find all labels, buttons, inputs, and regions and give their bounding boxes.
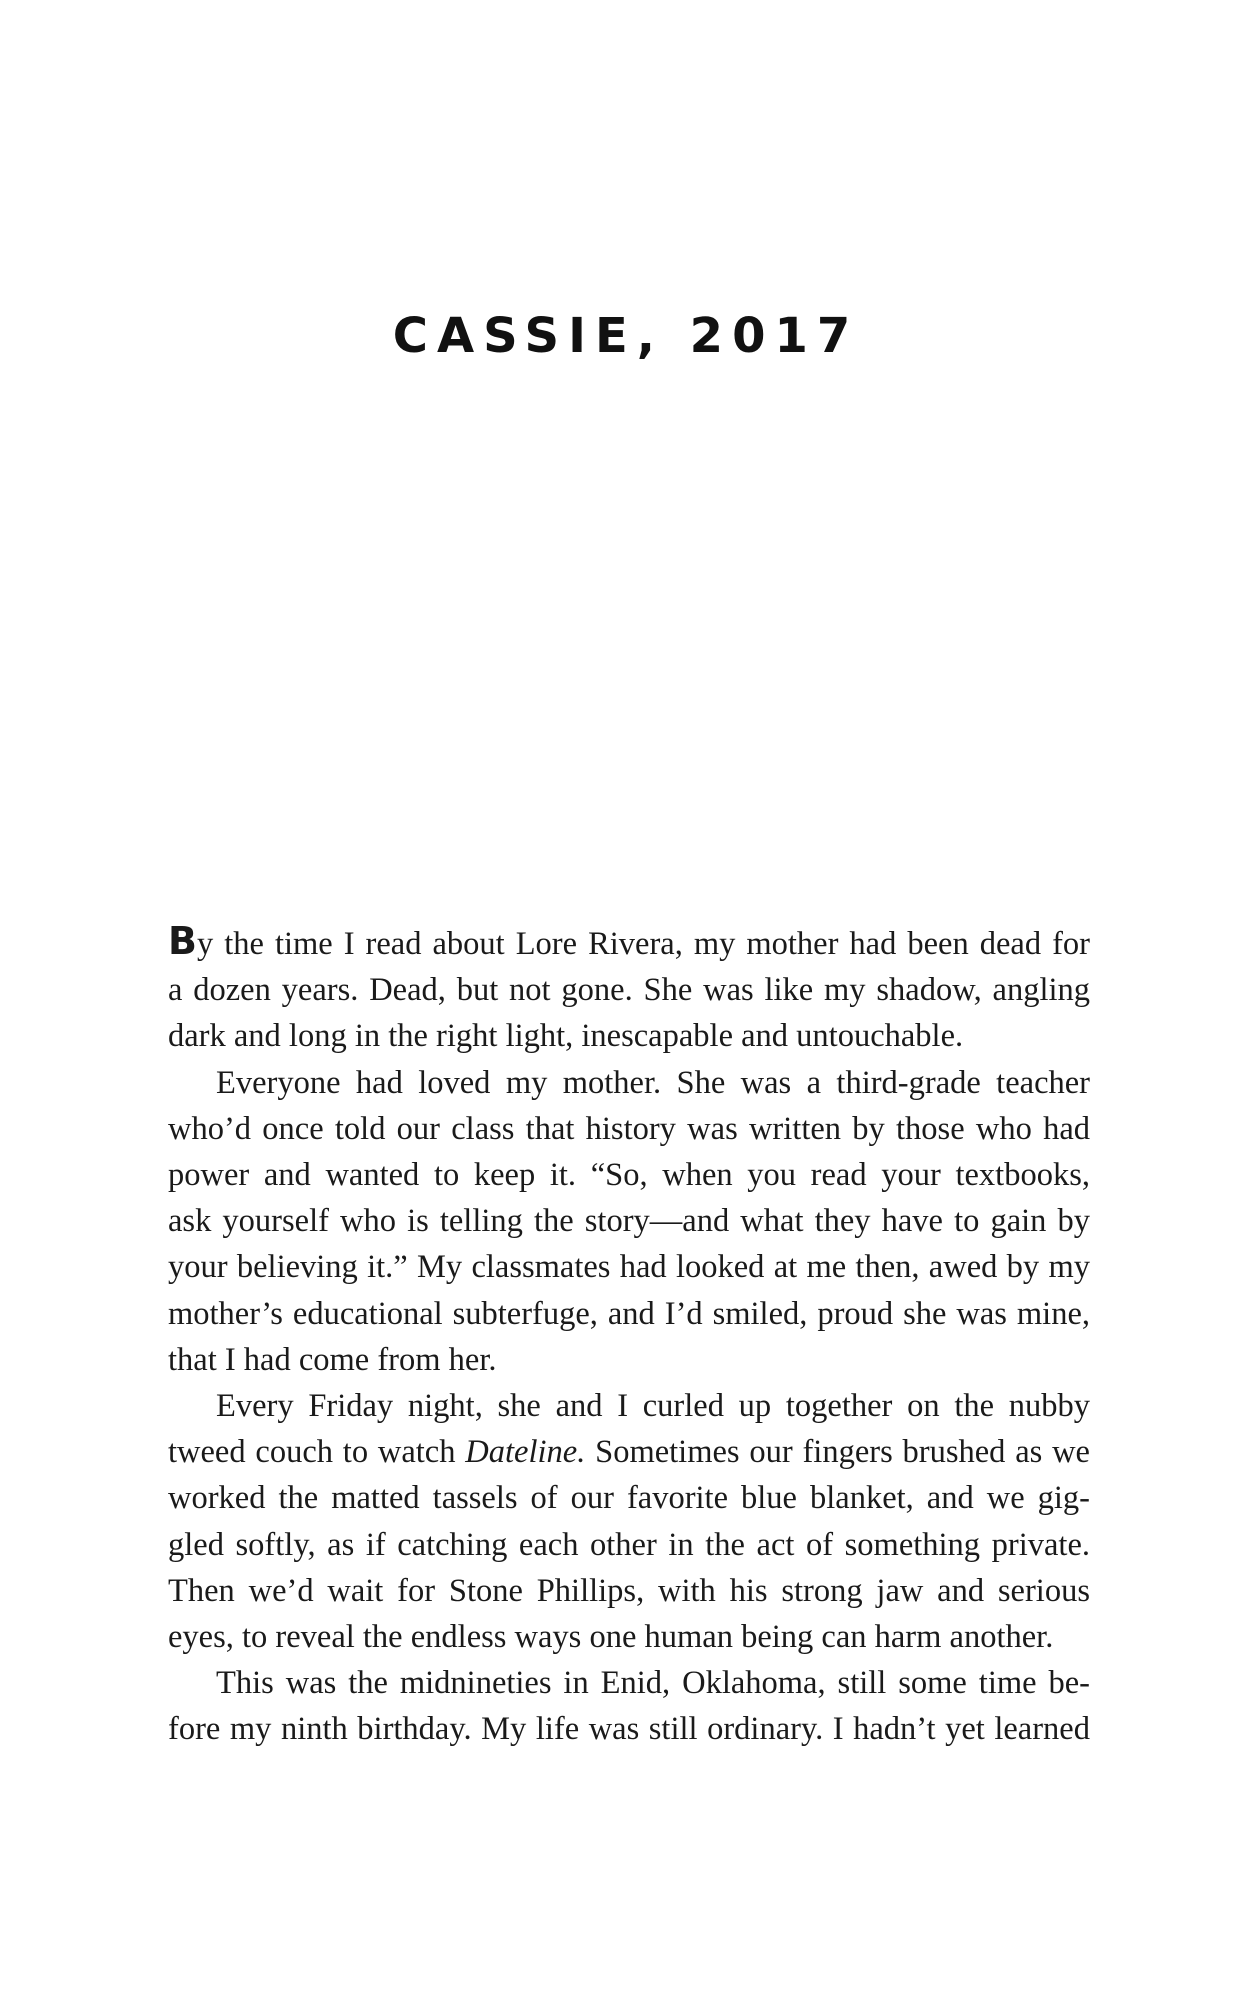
text-line: mother’s educational subterfuge, and I’d smiled, proud she was mine, xyxy=(168,1295,1090,1332)
text-line: gled softly, as if catching each other in the act of something private. xyxy=(168,1526,1090,1563)
text-line: Then we’d wait for Stone Phillips, with his strong jaw and serious xyxy=(168,1572,1090,1609)
text-line: tweed couch to watch Dateline. Sometimes our fingers brushed as we xyxy=(168,1434,1090,1471)
text-line: power and wanted to keep it. “So, when you read your textbooks, xyxy=(168,1157,1090,1194)
text-line: worked the matted tassels of our favorite blue blanket, and we gig- xyxy=(168,1480,1090,1517)
text-line: a dozen years. Dead, but not gone. She was like my shadow, angling xyxy=(168,972,1090,1009)
text-line: ask yourself who is telling the story—and what they have to gain by xyxy=(168,1203,1090,1240)
text-line: eyes, to reveal the endless ways one human being can harm another. xyxy=(168,1619,1054,1656)
text-line: By the time I read about Lore Rivera, my mother had been dead for xyxy=(168,919,1090,963)
text-line: that I had come from her. xyxy=(168,1341,497,1378)
paragraph-3 xyxy=(168,1383,1090,1660)
drop-cap: B xyxy=(168,919,197,963)
text-line: This was the midnineties in Enid, Oklahoma, still some time be- xyxy=(216,1665,1090,1702)
text-line: Everyone had loved my mother. She was a third-grade teacher xyxy=(216,1064,1090,1101)
body-text xyxy=(168,918,1090,1753)
text-line: fore my ninth birthday. My life was still ordinary. I hadn’t yet learned xyxy=(168,1711,1090,1748)
paragraph-2 xyxy=(168,1060,1090,1383)
show-title: Dateline. xyxy=(465,1434,586,1471)
text-line: your believing it.” My classmates had looked at me then, awed by my xyxy=(168,1249,1090,1286)
paragraph-1 xyxy=(168,918,1090,1060)
text-line: who’d once told our class that history was written by those who had xyxy=(168,1110,1090,1147)
text-line: dark and long in the right light, inescapable and untouchable. xyxy=(168,1018,964,1055)
chapter-title: CASSIE, 2017 xyxy=(392,308,860,364)
paragraph-4 xyxy=(168,1660,1090,1752)
text-line: Every Friday night, she and I curled up together on the nubby xyxy=(216,1388,1090,1425)
